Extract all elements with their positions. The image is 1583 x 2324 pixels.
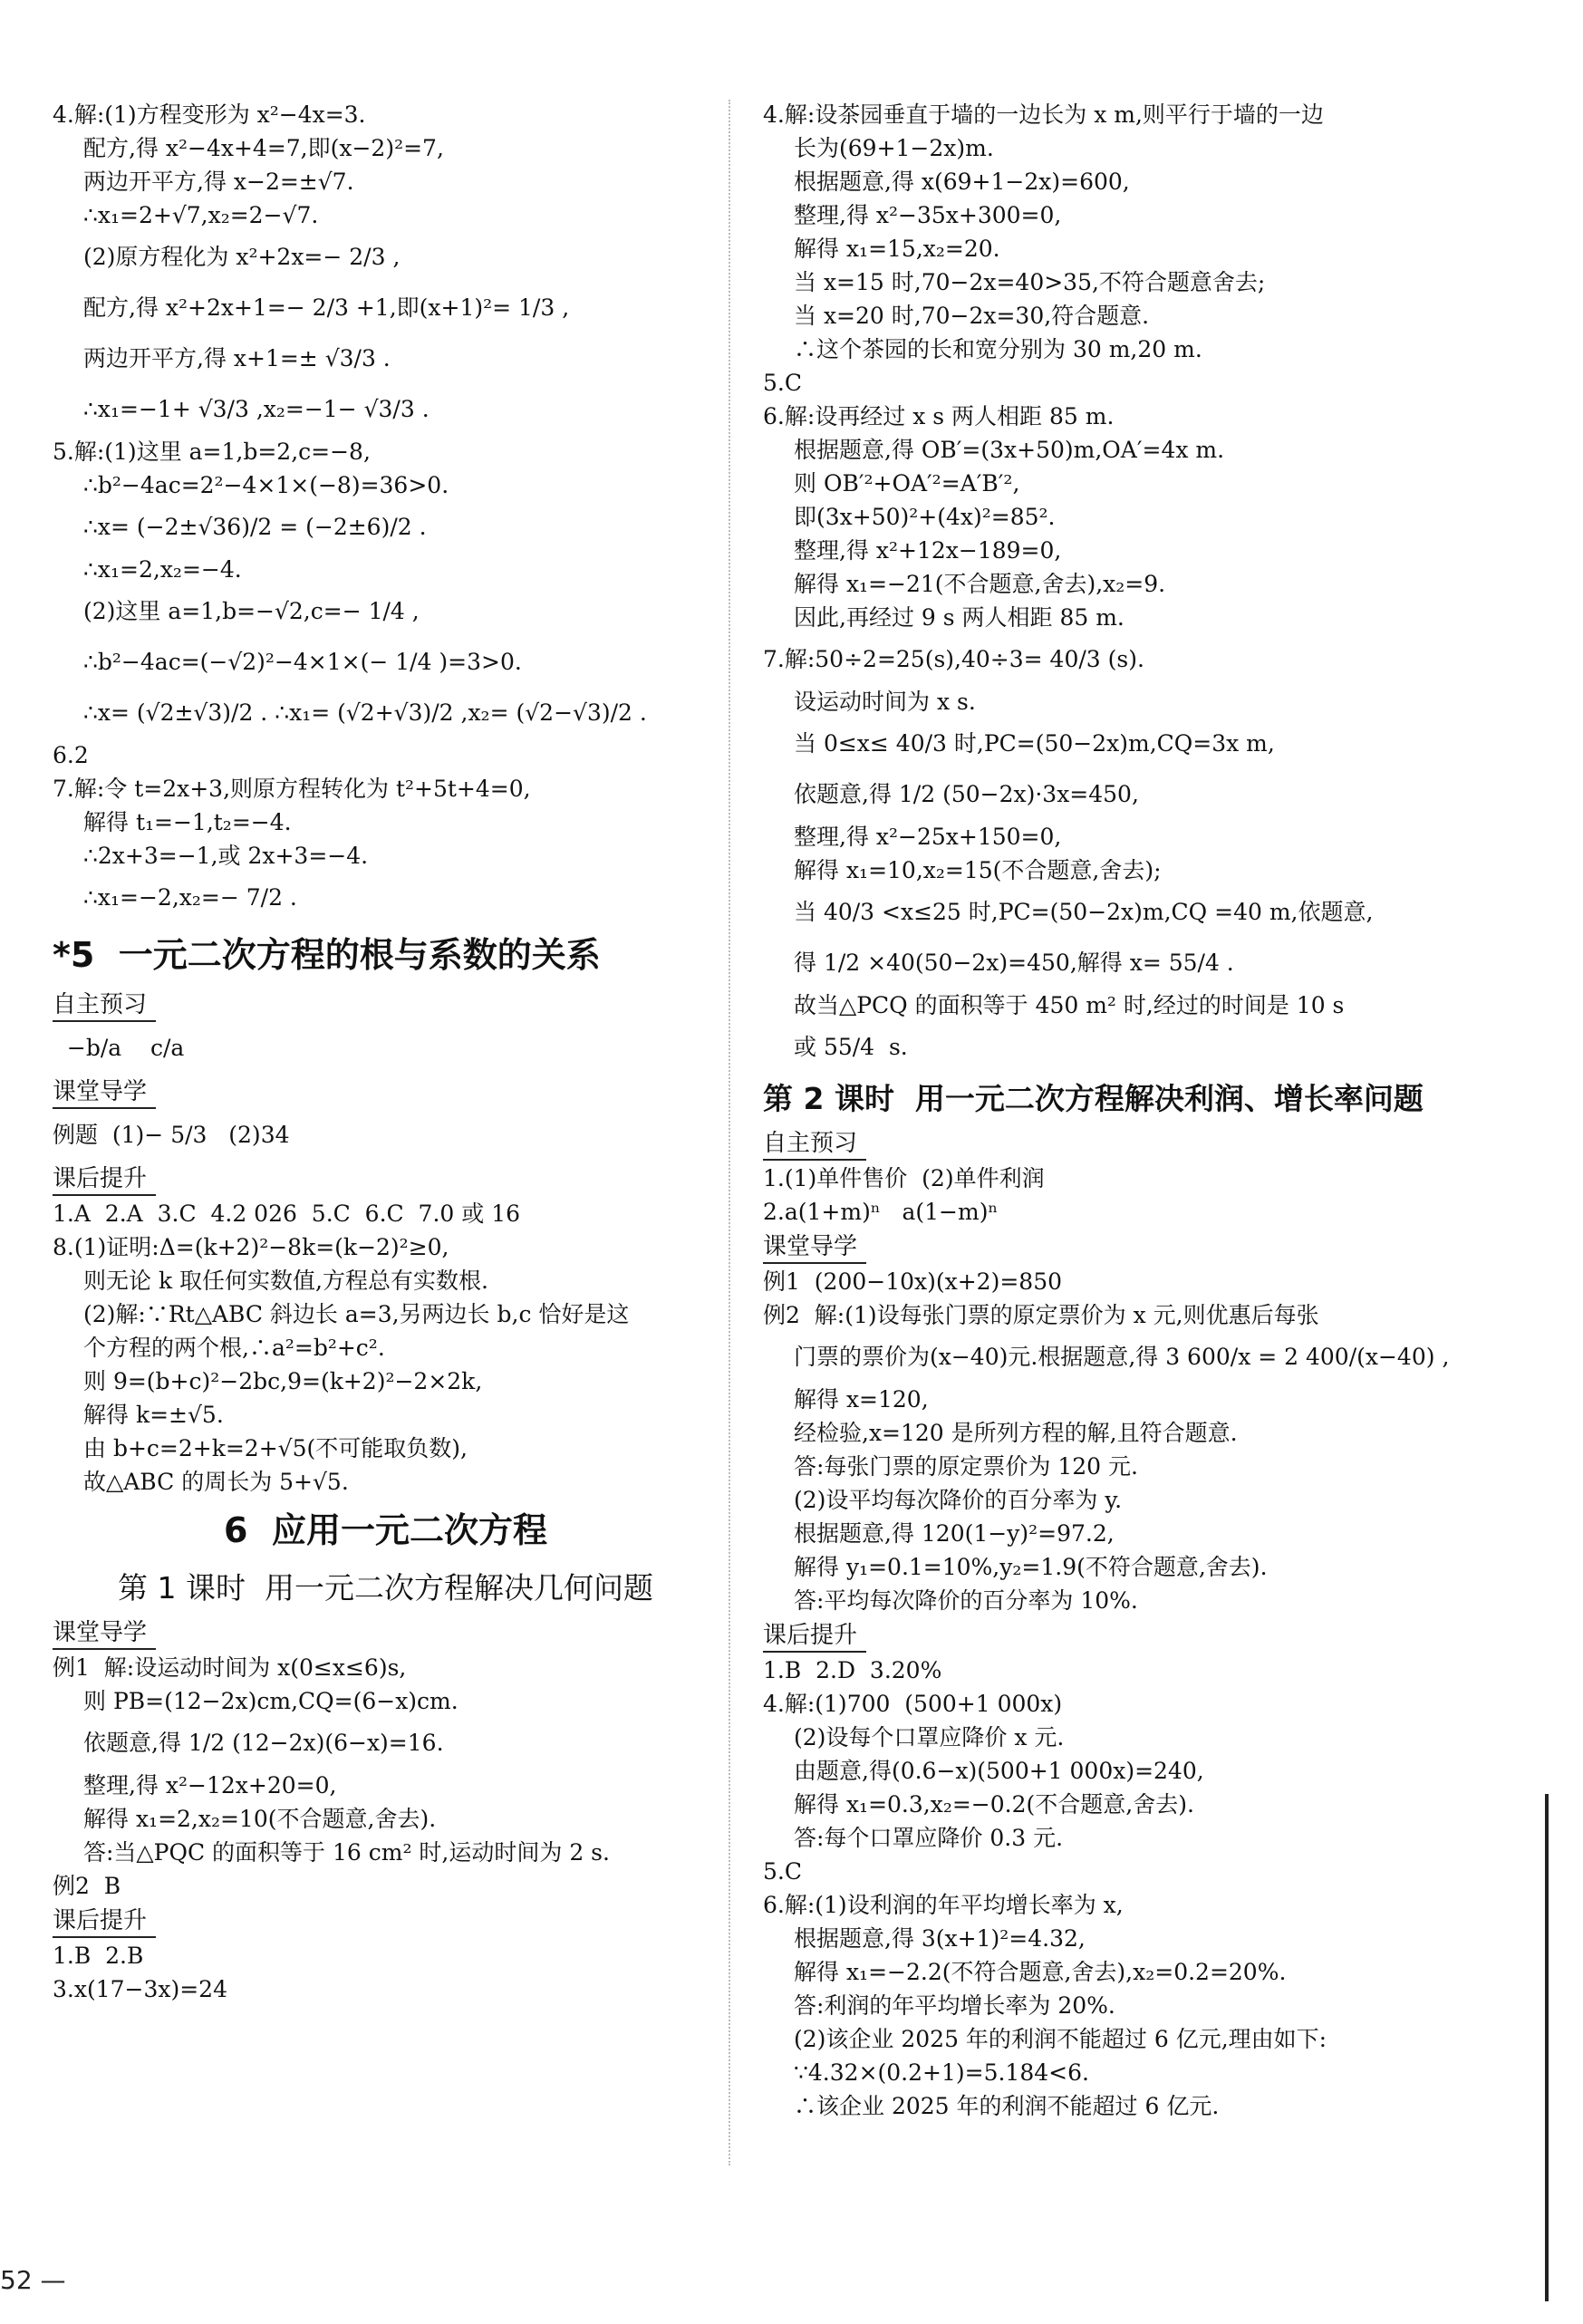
page-edge	[1545, 1794, 1549, 2301]
text-line: ∴x₁=2,x₂=−4.	[83, 556, 242, 583]
text-line: ∴这个茶园的长和宽分别为 30 m,20 m.	[794, 336, 1202, 362]
lesson1-after-block	[53, 1939, 719, 2006]
text-line: (2)该企业 2025 年的利润不能超过 6 亿元,理由如下:	[794, 2026, 1327, 2052]
tag-after-2-label: 课后提升	[53, 1907, 156, 1938]
text-line: ∴x₁=2+√7,x₂=2−√7.	[83, 202, 319, 228]
section-5-title: *5 一元二次方程的根与系数的关系	[53, 935, 601, 975]
text-line: 整理,得 x²−12x+20=0,	[83, 1772, 337, 1798]
text-line: 依题意,得 1/2 (50−2x)·3x=450,	[794, 781, 1139, 807]
tag-class-label: 课堂导学	[53, 1078, 156, 1109]
tag-after-right	[763, 1617, 1415, 1654]
tag-preview-right	[763, 1125, 1415, 1162]
text-line: 由题意,得(0.6−x)(500+1 000x)=240,	[794, 1758, 1204, 1784]
text-line: 配方,得 x²−4x+4=7,即(x−2)²=7,	[83, 135, 444, 161]
after-block	[53, 1197, 719, 1499]
text-line: 6.2	[53, 742, 89, 768]
text-line: 答:利润的年平均增长率为 20%.	[794, 1992, 1115, 2019]
text-line: 根据题意,得 120(1−y)²=97.2,	[794, 1520, 1115, 1547]
text-line: ∴x= (√2±√3)/2 . ∴x₁= (√2+√3)/2 ,x₂= (√2−√3)/2 .	[83, 699, 647, 726]
text-line: 4.解:(1)700 (500+1 000x)	[763, 1691, 1063, 1717]
text-line: 5.C	[763, 370, 802, 396]
text-line: 个方程的两个根,∴a²=b²+c².	[83, 1335, 385, 1361]
column-divider	[729, 100, 730, 2165]
text-line: (2)原方程化为 x²+2x=− 2/3 ,	[83, 244, 401, 270]
preview-block	[53, 1023, 719, 1074]
text-line: 4.解:(1)方程变形为 x²−4x=3.	[53, 101, 366, 128]
tag-class-right-label: 课堂导学	[763, 1233, 866, 1264]
lesson1-block	[53, 1651, 719, 1903]
text-line: 7.解:50÷2=25(s),40÷3= 40/3 (s).	[763, 646, 1144, 672]
text-line: ∴x₁=−2,x₂=− 7/2 .	[83, 884, 297, 911]
text-line: ∴b²−4ac=2²−4×1×(−8)=36>0.	[83, 472, 449, 498]
text-line: (2)设平均每次降价的百分率为 y.	[794, 1487, 1123, 1513]
text-line: 长为(69+1−2x)m.	[794, 135, 994, 161]
left-answers-block	[53, 98, 719, 923]
text-line: 8.(1)证明:Δ=(k+2)²−8k=(k−2)²≥0,	[53, 1234, 449, 1260]
text-line: 4.解:设茶园垂直于墙的一边长为 x m,则平行于墙的一边	[763, 101, 1324, 128]
left-column	[53, 98, 719, 2006]
text-line: 根据题意,得 x(69+1−2x)=600,	[794, 169, 1130, 195]
text-line: 5.C	[763, 1858, 802, 1885]
right-column	[763, 98, 1450, 2123]
text-line: 当 x=15 时,70−2x=40>35,不符合题意舍去;	[794, 269, 1266, 295]
text-line: ∴该企业 2025 年的利润不能超过 6 亿元.	[794, 2093, 1220, 2119]
text-line: (2)这里 a=1,b=−√2,c=− 1/4 ,	[83, 598, 420, 624]
text-line: 即(3x+50)²+(4x)²=85².	[794, 504, 1056, 530]
text-line: 根据题意,得 OB′=(3x+50)m,OA′=4x m.	[794, 437, 1225, 463]
text-line: 则 PB=(12−2x)cm,CQ=(6−x)cm.	[83, 1688, 458, 1714]
text-line: 解得 t₁=−1,t₂=−4.	[83, 809, 292, 835]
text-line: 例1 解:设运动时间为 x(0≤x≤6)s,	[53, 1654, 407, 1681]
text-line: ∴x= (−2±√36)/2 = (−2±6)/2 .	[83, 514, 427, 540]
right-answers-block	[763, 98, 1415, 1073]
tag-after-2	[53, 1903, 719, 1939]
text-line: 解得 x₁=0.3,x₂=−0.2(不合题意,舍去).	[794, 1791, 1194, 1818]
text-line: 例1 (200−10x)(x+2)=850	[763, 1268, 1063, 1295]
text-line: 整理,得 x²−25x+150=0,	[794, 824, 1062, 850]
text-line: 则 9=(b+c)²−2bc,9=(k+2)²−2×2k,	[83, 1368, 483, 1394]
text-line: 解得 x₁=2,x₂=10(不合题意,舍去).	[83, 1806, 437, 1832]
tag-after-right-label: 课后提升	[763, 1622, 866, 1653]
text-line: 例题 (1)− 5/3 (2)34	[53, 1122, 290, 1148]
text-line: 当 0≤x≤ 40/3 时,PC=(50−2x)m,CQ=3x m,	[794, 730, 1275, 757]
class-block	[53, 1110, 719, 1161]
lesson-1-title: 第 1 课时 用一元二次方程解决几何问题	[118, 1570, 653, 1606]
text-line: (2)设每个口罩应降价 x 元.	[794, 1724, 1065, 1750]
page-number: 52 —	[0, 2265, 66, 2295]
text-line: 答:每张门票的原定票价为 120 元.	[794, 1453, 1138, 1480]
text-line: 5.解:(1)这里 a=1,b=2,c=−8,	[53, 439, 371, 465]
text-line: 则无论 k 取任何实数值,方程总有实数根.	[83, 1268, 488, 1294]
text-line: ∴x₁=−1+ √3/3 ,x₂=−1− √3/3 .	[83, 396, 430, 422]
tag-preview-right-label: 自主预习	[763, 1130, 866, 1161]
text-line: 设运动时间为 x s.	[794, 689, 976, 715]
text-line: 整理,得 x²+12x−189=0,	[794, 537, 1062, 564]
text-line: 1.B 2.B	[53, 1943, 144, 1969]
after-right-block	[763, 1654, 1415, 2123]
text-line: 解得 x=120,	[794, 1386, 929, 1413]
tag-preview	[53, 987, 719, 1023]
tag-after-label: 课后提升	[53, 1165, 156, 1196]
text-line: 配方,得 x²+2x+1=− 2/3 +1,即(x+1)²= 1/3 ,	[83, 294, 570, 321]
text-line: 例2 B	[53, 1873, 121, 1899]
text-line: 解得 x₁=−2.2(不符合题意,舍去),x₂=0.2=20%.	[794, 1959, 1287, 1985]
text-line: 因此,再经过 9 s 两人相距 85 m.	[794, 604, 1125, 631]
text-line: 根据题意,得 3(x+1)²=4.32,	[794, 1925, 1086, 1952]
text-line: 答:平均每次降价的百分率为 10%.	[794, 1587, 1138, 1614]
tag-preview-label: 自主预习	[53, 991, 156, 1022]
text-line: 3.x(17−3x)=24	[53, 1976, 227, 2002]
text-line: 7.解:令 t=2x+3,则原方程转化为 t²+5t+4=0,	[53, 776, 531, 802]
text-line: 故△ABC 的周长为 5+√5.	[83, 1469, 349, 1495]
text-line: 两边开平方,得 x−2=±√7.	[83, 169, 354, 195]
lesson-2-title: 第 2 课时 用一元二次方程解决利润、增长率问题	[763, 1081, 1424, 1116]
text-line: 6.解:(1)设利润的年平均增长率为 x,	[763, 1892, 1124, 1918]
text-line: 1.B 2.D 3.20%	[763, 1657, 942, 1683]
text-line: 解得 x₁=10,x₂=15(不合题意,舍去);	[794, 857, 1162, 883]
preview-right-block	[763, 1162, 1415, 1229]
text-line: 1.(1)单件售价 (2)单件利润	[763, 1165, 1045, 1191]
text-line: 故当△PCQ 的面积等于 450 m² 时,经过的时间是 10 s	[794, 992, 1345, 1018]
tag-class-2	[53, 1615, 719, 1651]
text-line: 解得 y₁=0.1=10%,y₂=1.9(不符合题意,舍去).	[794, 1554, 1268, 1580]
text-line: 得 1/2 ×40(50−2x)=450,解得 x= 55/4 .	[794, 950, 1234, 976]
text-line: 例2 解:(1)设每张门票的原定票价为 x 元,则优惠后每张	[763, 1302, 1319, 1328]
text-line: 整理,得 x²−35x+300=0,	[794, 202, 1062, 228]
text-line: 答:当△PQC 的面积等于 16 cm² 时,运动时间为 2 s.	[83, 1839, 610, 1866]
text-line: 门票的票价为(x−40)元.根据题意,得 3 600/x = 2 400/(x−40) ,	[794, 1344, 1450, 1370]
section-6-title: 6 应用一元二次方程	[224, 1510, 547, 1550]
text-line: 经检验,x=120 是所列方程的解,且符合题意.	[794, 1420, 1238, 1446]
text-line: 由 b+c=2+k=2+√5(不可能取负数),	[83, 1435, 468, 1461]
text-line: 2.a(1+m)ⁿ a(1−m)ⁿ	[763, 1199, 999, 1225]
text-line: −b/a c/a	[53, 1035, 185, 1061]
text-line: 则 OB′²+OA′²=A′B′²,	[794, 470, 1020, 497]
text-line: (2)解:∵Rt△ABC 斜边长 a=3,另两边长 b,c 恰好是这	[83, 1301, 630, 1327]
text-line: 解得 x₁=−21(不合题意,舍去),x₂=9.	[794, 571, 1166, 597]
text-line: ∵4.32×(0.2+1)=5.184<6.	[794, 2059, 1089, 2086]
tag-class	[53, 1074, 719, 1110]
text-line: ∴b²−4ac=(−√2)²−4×1×(− 1/4 )=3>0.	[83, 649, 522, 675]
text-line: 答:每个口罩应降价 0.3 元.	[794, 1825, 1064, 1851]
text-line: ∴2x+3=−1,或 2x+3=−4.	[83, 843, 369, 869]
tag-class-right	[763, 1229, 1415, 1265]
text-line: 依题意,得 1/2 (12−2x)(6−x)=16.	[83, 1730, 444, 1756]
tag-class-2-label: 课堂导学	[53, 1619, 156, 1650]
tag-after	[53, 1161, 719, 1197]
text-line: 两边开平方,得 x+1=± √3/3 .	[83, 345, 391, 371]
text-line: 当 40/3 <x≤25 时,PC=(50−2x)m,CQ =40 m,依题意,	[794, 899, 1374, 925]
text-line: 解得 x₁=15,x₂=20.	[794, 236, 1000, 262]
text-line: 6.解:设再经过 x s 两人相距 85 m.	[763, 403, 1115, 429]
text-line: 解得 k=±√5.	[83, 1402, 224, 1428]
class-right-block	[763, 1265, 1450, 1617]
text-line: 当 x=20 时,70−2x=30,符合题意.	[794, 303, 1150, 329]
text-line: 1.A 2.A 3.C 4.2 026 5.C 6.C 7.0 或 16	[53, 1201, 521, 1227]
text-line: 或 55/4 s.	[794, 1034, 908, 1060]
